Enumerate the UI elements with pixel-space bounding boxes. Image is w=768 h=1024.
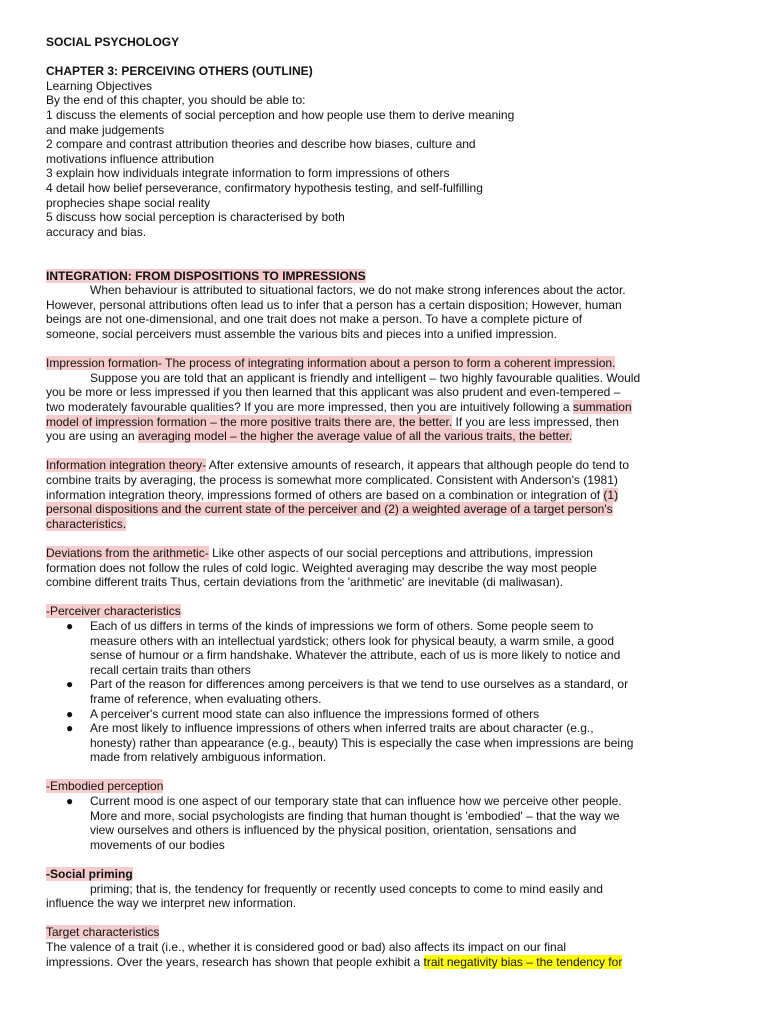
perceiver-bullet-list [46, 619, 728, 765]
list-item-text: made from relatively ambiguous information. [90, 750, 327, 765]
list-item [66, 618, 728, 677]
priming-heading: -Social priming [46, 867, 133, 882]
spacer [46, 911, 728, 926]
list-item-text: More and more, social psychologists are finding that human thought is 'embodied' – that the way we [90, 808, 620, 823]
list-item [66, 794, 728, 852]
embodied-bullet-list [46, 794, 728, 852]
spacer [46, 239, 728, 268]
deviations-label: Deviations from the arithmetic- [46, 545, 209, 560]
integration-line: someone, social perceivers must assemble the various bits and pieces into a unified impression. [46, 327, 557, 342]
objective-line: accuracy and bias. [46, 224, 147, 239]
list-item-text: Are most likely to influence impressions of others when inferred traits are about character (e.g., [90, 721, 594, 736]
objective-line: motivations influence attribution [46, 151, 215, 166]
bullet-icon: ● [66, 721, 74, 736]
list-item-text: Part of the reason for differences among perceivers is that we tend to use ourselves as a standard, or [90, 677, 629, 692]
impression-text: you are using an [46, 429, 139, 444]
objective-line: 4 detail how belief perseverance, confirmatory hypothesis testing, and self-fulfilling [46, 180, 483, 195]
deviations-text: Like other aspects of our social perceptions and attributions, impression [208, 545, 593, 560]
target-text: impressions. Over the years, research has shown that people exhibit a [46, 954, 424, 969]
target-heading: Target characteristics [46, 925, 160, 940]
iit-line [46, 517, 728, 532]
iit-line: combine traits by averaging, the process is somewhat more complicated. Consistent with Anderson's (1981) [46, 473, 618, 488]
trait-negativity-highlight: trait negativity bias – the tendency for [423, 954, 623, 969]
list-item-text: frame of reference, when evaluating others. [90, 691, 322, 706]
iit-label: Information integration theory- [46, 458, 207, 473]
embodied-heading: -Embodied perception [46, 779, 164, 794]
spacer [46, 342, 728, 357]
impression-definition: Impression formation- The process of integrating information about a person to form a coherent impression. [46, 356, 616, 371]
iit-highlight: personal dispositions and the current state of the perceiver and (2) a weighted average of a target person's [46, 502, 613, 517]
iit-line [46, 488, 728, 503]
spacer [46, 50, 728, 65]
summation-highlight: summation [572, 400, 632, 415]
iit-highlight: (1) [603, 487, 619, 502]
list-item-text: view ourselves and others is influenced by the physical position, orientation, sensations and [90, 823, 577, 838]
integration-line: beings are not one-dimensional, and one trait does not make a person. To have a complete picture of [46, 312, 583, 327]
list-item-text: recall certain traits than others [90, 662, 251, 677]
list-item-text: A perceiver's current mood state can also influence the impressions formed of others [90, 706, 540, 721]
impression-line [46, 400, 728, 415]
list-item-text: measure others with an intellectual yardstick; others look for physical beauty, a warm smile, a good [90, 633, 615, 648]
embodied-heading-line [46, 779, 728, 794]
integration-line: When behaviour is attributed to situational factors, we do not make strong inferences about the actor. [90, 283, 626, 298]
doc-title: SOCIAL PSYCHOLOGY [46, 35, 180, 49]
deviations-line: combine different traits Thus, certain deviations from the 'arithmetic' are inevitable (di maliwasan). [46, 575, 564, 590]
impression-text: If you are less impressed, then [452, 414, 619, 429]
list-item-text: honesty) rather than appearance (e.g., beauty) This is especially the case when impressions are being [90, 735, 634, 750]
list-item-text: Current mood is one aspect of our temporary state that can influence how we perceive other people. [90, 794, 622, 809]
target-heading-line [46, 925, 728, 940]
iit-text: information integration theory, impressions formed of others are based on a combination or integration of [46, 487, 604, 502]
bullet-icon: ● [66, 677, 74, 692]
impression-line: you be more or less impressed if you then learned that this applicant was also prudent and even-tempered – [46, 385, 621, 400]
impression-line [46, 429, 728, 444]
impression-text: two moderately favourable qualities? If you are more impressed, then you are intuitively following a [46, 400, 573, 415]
perceiver-heading-line [46, 604, 728, 619]
impression-line: Suppose you are told that an applicant is friendly and intelligent – two highly favourable qualities. Would [90, 370, 641, 385]
impression-line [46, 415, 728, 430]
integration-heading: INTEGRATION: FROM DISPOSITIONS TO IMPRESSIONS [46, 268, 366, 283]
iit-line [46, 458, 728, 473]
priming-line: influence the way we interpret new information. [46, 896, 297, 911]
integration-heading-line [46, 269, 728, 284]
list-item [66, 706, 728, 722]
target-line: The valence of a trait (i.e., whether it is considered good or bad) also affects its impact on our final [46, 940, 567, 955]
list-item-text: sense of humour or a firm handshake. Whatever the attribute, each of us is more likely to notice and [90, 648, 621, 663]
objective-line: 5 discuss how social perception is characterised by both [46, 210, 345, 225]
objectives-heading: Learning Objectives [46, 78, 153, 93]
list-item-text: movements of our bodies [90, 837, 225, 852]
deviations-line [46, 546, 728, 561]
objective-line: 1 discuss the elements of social perception and how people use them to derive meaning [46, 107, 515, 122]
perceiver-heading: -Perceiver characteristics [46, 604, 181, 619]
chapter-title: CHAPTER 3: PERCEIVING OTHERS (OUTLINE) [46, 64, 313, 79]
list-item [66, 721, 728, 765]
objectives-intro: By the end of this chapter, you should be able to: [46, 93, 306, 108]
priming-heading-line [46, 867, 728, 882]
iit-highlight: characteristics. [46, 516, 127, 531]
deviations-line: formation does not follow the rules of cold logic. Weighted averaging may describe the way most people [46, 560, 597, 575]
impression-definition-line [46, 356, 728, 371]
spacer [46, 852, 728, 867]
objective-line: and make judgements [46, 122, 165, 137]
bullet-icon: ● [66, 706, 74, 721]
list-item [66, 677, 728, 706]
averaging-model-highlight: averaging model – the higher the average value of all the various traits, the better. [138, 429, 573, 444]
iit-line [46, 502, 728, 517]
priming-line: priming; that is, the tendency for frequently or recently used concepts to come to mind easily and [90, 881, 603, 896]
spacer [46, 590, 728, 605]
objective-line: 3 explain how individuals integrate information to form impressions of others [46, 166, 450, 181]
list-item-text: Each of us differs in terms of the kinds of impressions we form of others. Some people seem to [90, 618, 594, 633]
bullet-icon: ● [66, 618, 74, 633]
objective-line: 2 compare and contrast attribution theories and describe how biases, culture and [46, 137, 476, 152]
spacer [46, 531, 728, 546]
target-line [46, 955, 728, 970]
summation-model-highlight: model of impression formation – the more positive traits there are, the better. [46, 414, 453, 429]
integration-line: However, personal attributions often lead us to infer that a person has a certain disposition; However, human [46, 297, 622, 312]
bullet-icon: ● [66, 794, 74, 809]
spacer [46, 765, 728, 780]
spacer [46, 444, 728, 459]
iit-text: After extensive amounts of research, it appears that although people do tend to [206, 458, 630, 473]
objective-line: prophecies shape social reality [46, 195, 211, 210]
